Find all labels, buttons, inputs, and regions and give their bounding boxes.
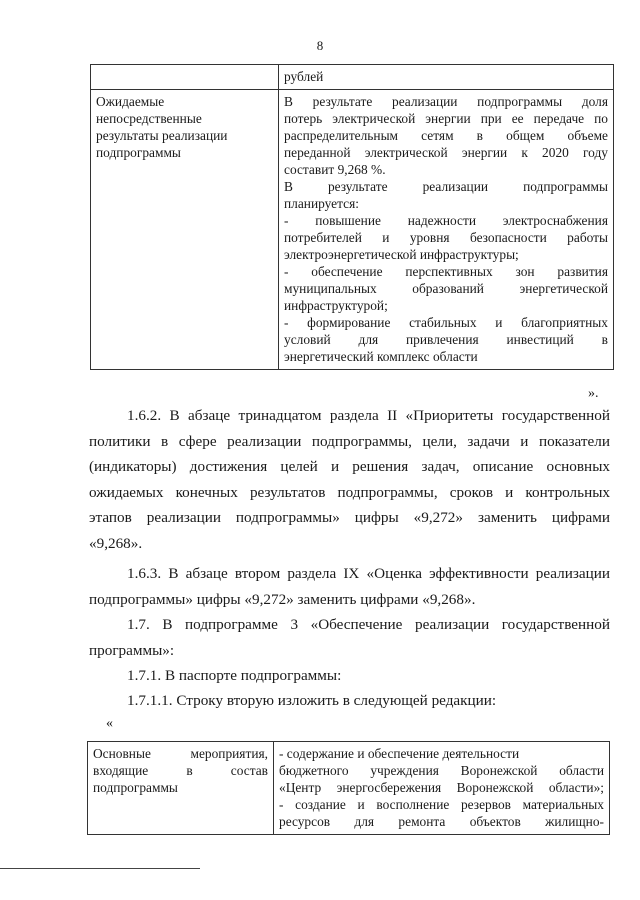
passport-table-new-row [87, 741, 610, 835]
text-line: - формирование стабильных и благоприятных [284, 315, 608, 330]
paragraph-1-7 [89, 612, 610, 663]
text-line: планируется: [284, 196, 359, 211]
text-line: потребителей и уровня безопасности работы [284, 230, 608, 245]
paragraph-1-7-1 [89, 663, 610, 689]
text-line: переданной электрической энергии к 2020 году [284, 145, 608, 160]
row-content-expected-results [279, 90, 614, 370]
text-line: подпрограммы [96, 145, 181, 160]
row-title-expected-results [91, 90, 279, 370]
paragraph-1-6-3 [89, 561, 610, 612]
table-row [88, 742, 610, 835]
text-line: 1.7. В подпрограмме 3 «Обеспечение реализации государственной [127, 616, 610, 633]
text-line: ресурсов для ремонта объектов жилищно- [279, 814, 604, 829]
text-line: ожидаемых конечных результатов подпрограммы, сроков и контрольных [89, 483, 610, 501]
passport-table-continued [90, 64, 614, 370]
text-line: В результате реализации подпрограммы доля [284, 94, 608, 109]
text-line: Основные мероприятия, [93, 746, 268, 761]
text-line: «Центр энергосбережения Воронежской области»; [279, 780, 604, 795]
text-line: - содержание и обеспечение деятельности [279, 746, 520, 761]
text-line: политики в сфере реализации подпрограммы, цели, задачи и показатели [89, 432, 610, 450]
footnote-separator [0, 868, 200, 869]
table-cell-empty [91, 65, 279, 90]
text-line: бюджетного учреждения Воронежской области [279, 763, 604, 778]
text-line: 1.7.1. В паспорте подпрограммы: [127, 667, 342, 684]
paragraph-1-7-1-1 [89, 688, 610, 714]
closing-quote: ». [588, 386, 599, 401]
text-line: распределительным сетям в общем объеме [284, 128, 608, 143]
text-line: 1.6.2. В абзаце тринадцатом раздела II «Приоритеты государственной [127, 407, 610, 424]
text-line: условий для привлечения инвестиций в [284, 332, 608, 347]
text-line: входящие в состав [93, 763, 268, 778]
table-cell-rubles: рублей [279, 65, 614, 90]
text-line: электроэнергетической инфраструктуры; [284, 247, 519, 262]
text-line: - обеспечение перспективных зон развития [284, 264, 608, 279]
text-line: этапов реализации подпрограммы» цифры «9,272» заменить цифрами [89, 509, 610, 526]
text-line: Ожидаемые [96, 94, 165, 109]
opening-quote: « [106, 716, 113, 731]
table-row [91, 65, 614, 90]
text-line: подпрограммы» цифры «9,272» заменить цифрами «9,268». [89, 590, 476, 608]
text-line: программы»: [89, 641, 175, 659]
text-line: (индикаторы) достижения целей и решения задач, описание основных [89, 458, 610, 475]
row-content-main-activities [274, 742, 610, 835]
text-line: составит 9,268 %. [284, 162, 386, 177]
text-line: 1.6.3. В абзаце втором раздела IX «Оценка эффективности реализации [127, 565, 610, 582]
text-line: энергетический комплекс области [284, 349, 478, 364]
text-line: инфраструктурой; [284, 298, 388, 313]
text-line: муниципальных образований энергетической [284, 281, 608, 296]
text-line: В результате реализации подпрограммы [284, 179, 608, 194]
text-line: - создание и восполнение резервов материальных [279, 797, 604, 812]
text-line: «9,268». [89, 534, 143, 552]
table-row [91, 90, 614, 370]
text-line: - повышение надежности электроснабжения [284, 213, 608, 228]
text-line: 1.7.1.1. Строку вторую изложить в следующей редакции: [127, 692, 497, 709]
text-line: подпрограммы [93, 780, 178, 795]
page-number: 8 [316, 38, 324, 53]
text-line: потерь электрической энергии при ее передаче по [284, 111, 608, 126]
text-line: непосредственные [96, 111, 202, 126]
row-title-main-activities [88, 742, 274, 835]
paragraph-1-6-2 [89, 403, 610, 556]
text-line: результаты реализации [96, 128, 228, 143]
